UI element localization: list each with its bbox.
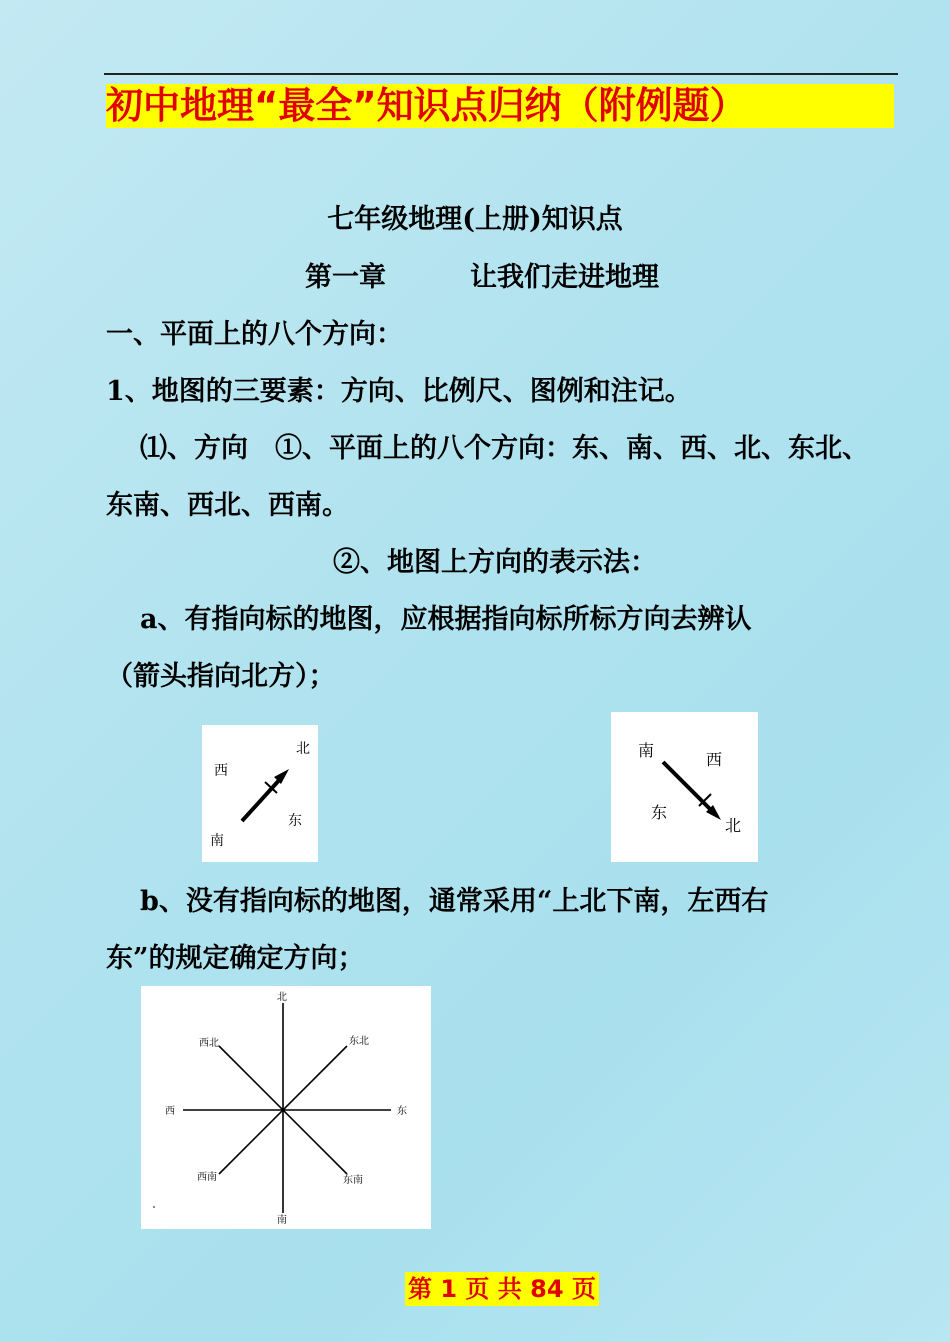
page-number-footer: 第 1 页 共 84 页: [405, 1272, 599, 1306]
chapter-number: 第一章: [305, 262, 386, 293]
fig3-west-label: 西: [165, 1106, 175, 1117]
paragraph-a-line2: （箭头指向北方）；: [106, 661, 336, 692]
chapter-name: 让我们走进地理: [470, 262, 659, 293]
fig2-east-label: 东: [651, 803, 668, 822]
fig1-north-label: 北: [296, 741, 310, 757]
fig1-south-label: 南: [210, 833, 224, 849]
fig3-northeast-label: 东北: [349, 1036, 369, 1047]
figure-pointer-northeast: [202, 725, 318, 862]
fig1-east-label: 东: [288, 813, 302, 829]
paragraph-a-line1: a、有指向标的地图，应根据指向标所标方向去辨认: [140, 604, 752, 635]
paragraph-item1: 1、地图的三要素：方向、比例尺、图例和注记。: [106, 376, 692, 407]
fig2-north-label: 北: [725, 816, 742, 835]
fig3-north-label: 北: [277, 992, 287, 1003]
figure-pointer-southeast: [611, 712, 758, 862]
fig1-west-label: 西: [214, 763, 228, 779]
fig3-east-label: 东: [397, 1106, 407, 1117]
paragraph-direction-line2: 东南、西北、西南。: [106, 490, 349, 521]
fig2-west-label: 西: [706, 750, 723, 769]
figure-eight-directions: [141, 986, 431, 1229]
fig3-south-label: 南: [277, 1215, 287, 1226]
section-heading: 一、平面上的八个方向：: [106, 319, 403, 350]
paragraph-map-direction: ②、地图上方向的表示法：: [333, 547, 657, 578]
page-title: 初中地理“最全”知识点归纳（附例题）: [106, 84, 894, 128]
fig3-southeast-label: 东南: [343, 1175, 363, 1186]
fig3-northwest-label: 西北: [199, 1038, 219, 1049]
fig3-southwest-label: 西南: [197, 1172, 217, 1183]
paragraph-b-line1: b、没有指向标的地图，通常采用“上北下南，左西右: [140, 886, 769, 917]
paragraph-direction-line1: ⑴、方向 ①、平面上的八个方向：东、南、西、北、东北、: [140, 433, 869, 464]
header-rule: [104, 73, 898, 75]
subtitle: 七年级地理(上册)知识点: [327, 204, 623, 235]
fig2-south-label: 南: [638, 741, 655, 760]
paragraph-b-line2: 东”的规定确定方向；: [106, 943, 365, 974]
